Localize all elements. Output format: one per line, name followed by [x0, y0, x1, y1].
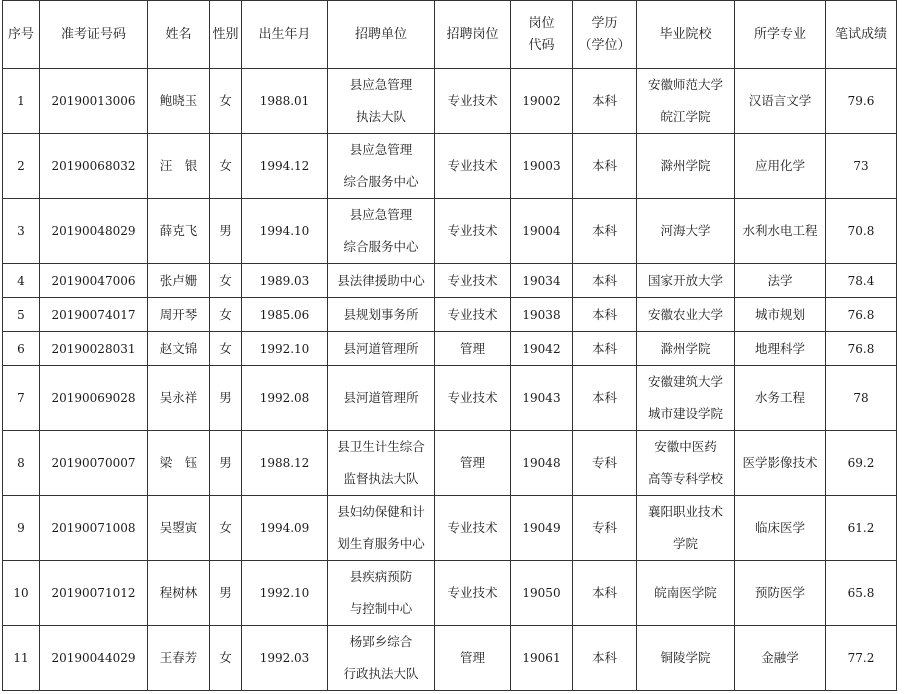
position-cell: 专业技术: [435, 496, 511, 561]
position-code-cell: 19038: [511, 298, 573, 332]
school-cell: [637, 431, 735, 496]
gender-cell: 女: [210, 496, 242, 561]
position-cell: 专业技术: [435, 366, 511, 431]
position-cell: 管理: [435, 431, 511, 496]
header-cell: 姓名: [148, 1, 210, 69]
employer-cell: [328, 332, 435, 366]
table-row: [3, 69, 897, 134]
table-row: [3, 626, 897, 691]
major-cell: 医学影像技术: [735, 431, 826, 496]
birth-cell: 1992.08: [242, 366, 328, 431]
position-cell: 专业技术: [435, 134, 511, 199]
school-cell: [637, 134, 735, 199]
school-cell: [637, 199, 735, 264]
education-cell: 本科: [573, 298, 637, 332]
name-cell: 程树林: [148, 561, 210, 626]
cell-line: 皖南医学院: [654, 585, 717, 600]
cell-line: 安徽建筑大学: [647, 374, 723, 389]
header-cell: 准考证号码: [40, 1, 148, 69]
cell-line: 高等专科学校: [647, 471, 723, 486]
table-row: [3, 134, 897, 199]
header-cell: 所学专业: [735, 1, 826, 69]
cell-line: 襄阳职业技术: [647, 504, 723, 519]
cell-line: 河海大学: [660, 223, 711, 238]
school-cell: [637, 69, 735, 134]
cell-line: 执法大队: [355, 109, 406, 124]
exam-id-cell: 20190069028: [40, 366, 148, 431]
education-cell: 本科: [573, 69, 637, 134]
header-cell: 笔试成绩: [826, 1, 897, 69]
employer-cell: [328, 134, 435, 199]
header-cell: 招聘岗位: [435, 1, 511, 69]
header-cell: 序号: [3, 1, 40, 69]
cell-line: 县妇幼保健和计: [337, 504, 425, 519]
major-cell: 水务工程: [735, 366, 826, 431]
score-cell: 76.8: [826, 298, 897, 332]
name-cell: 周开琴: [148, 298, 210, 332]
table-row: [3, 199, 897, 264]
header-line: （学位）: [578, 37, 631, 53]
birth-cell: 1992.10: [242, 332, 328, 366]
education-cell: 本科: [573, 199, 637, 264]
name-cell: 鲍晓玉: [148, 69, 210, 134]
position-cell: 专业技术: [435, 199, 511, 264]
score-cell: 65.8: [826, 561, 897, 626]
education-cell: 本科: [573, 626, 637, 691]
cell-line: 县河道管理所: [343, 340, 419, 356]
seq-cell: 5: [3, 298, 40, 332]
name-cell: 吴曌寅: [148, 496, 210, 561]
header-cell: 性别: [210, 1, 242, 69]
birth-cell: 1994.10: [242, 199, 328, 264]
major-cell: 城市规划: [735, 298, 826, 332]
employer-cell: [328, 496, 435, 561]
position-cell: 专业技术: [435, 264, 511, 298]
birth-cell: 1988.12: [242, 431, 328, 496]
school-cell: [637, 366, 735, 431]
cell-line: 县疾病预防: [349, 569, 413, 584]
education-cell: 本科: [573, 332, 637, 366]
position-cell: 专业技术: [435, 69, 511, 134]
exam-id-cell: 20190070007: [40, 431, 148, 496]
gender-cell: 女: [210, 626, 242, 691]
name-cell: 张卢姗: [148, 264, 210, 298]
major-cell: 汉语言文学: [735, 69, 826, 134]
position-cell: 管理: [435, 626, 511, 691]
employer-cell: [328, 69, 435, 134]
exam-id-cell: 20190013006: [40, 69, 148, 134]
gender-cell: 女: [210, 298, 242, 332]
seq-cell: 4: [3, 264, 40, 298]
cell-line: 县卫生计生综合: [337, 439, 425, 454]
education-cell: 专科: [573, 496, 637, 561]
position-code-cell: 19002: [511, 69, 573, 134]
position-code-cell: 19061: [511, 626, 573, 691]
major-cell: 水利水电工程: [735, 199, 826, 264]
cell-line: 划生育服务中心: [337, 536, 425, 551]
birth-cell: 1985.06: [242, 298, 328, 332]
cell-line: 县法律援助中心: [337, 272, 425, 288]
position-code-cell: 19004: [511, 199, 573, 264]
table-row: [3, 332, 897, 366]
education-cell: 本科: [573, 366, 637, 431]
score-cell: 61.2: [826, 496, 897, 561]
position-code-cell: 19042: [511, 332, 573, 366]
table-row: [3, 264, 897, 298]
cell-line: 行政执法大队: [343, 666, 419, 681]
name-cell: 梁 钰: [148, 431, 210, 496]
cell-line: 县河道管理所: [343, 390, 419, 405]
score-cell: 77.2: [826, 626, 897, 691]
table-row: [3, 561, 897, 626]
exam-id-cell: 20190048029: [40, 199, 148, 264]
exam-id-cell: 20190074017: [40, 298, 148, 332]
score-cell: 79.6: [826, 69, 897, 134]
score-cell: 73: [826, 134, 897, 199]
seq-cell: 6: [3, 332, 40, 366]
cell-line: 铜陵学院: [660, 650, 711, 665]
cell-line: 滁州学院: [660, 340, 711, 356]
cell-line: 县应急管理: [349, 207, 413, 222]
employer-cell: [328, 431, 435, 496]
education-cell: 专科: [573, 431, 637, 496]
gender-cell: 女: [210, 134, 242, 199]
table-row: [3, 298, 897, 332]
education-cell: 本科: [573, 561, 637, 626]
exam-id-cell: 20190068032: [40, 134, 148, 199]
header-line: 学历: [591, 15, 618, 31]
position-cell: 专业技术: [435, 561, 511, 626]
score-cell: 78.4: [826, 264, 897, 298]
seq-cell: 11: [3, 626, 40, 691]
school-cell: [637, 298, 735, 332]
exam-id-cell: 20190071008: [40, 496, 148, 561]
gender-cell: 男: [210, 366, 242, 431]
birth-cell: 1992.03: [242, 626, 328, 691]
position-cell: 专业技术: [435, 298, 511, 332]
seq-cell: 7: [3, 366, 40, 431]
employer-cell: [328, 199, 435, 264]
major-cell: 法学: [735, 264, 826, 298]
education-cell: 本科: [573, 134, 637, 199]
header-row: [3, 1, 897, 69]
cell-line: 县应急管理: [349, 77, 413, 92]
cell-line: 综合服务中心: [343, 174, 419, 189]
name-cell: 赵文锦: [148, 332, 210, 366]
results-table: [2, 0, 897, 691]
employer-cell: [328, 561, 435, 626]
employer-cell: [328, 626, 435, 691]
cell-line: 皖江学院: [660, 109, 711, 124]
cell-line: 县应急管理: [349, 142, 413, 157]
name-cell: 薛克飞: [148, 199, 210, 264]
header-line: 岗位: [528, 15, 555, 31]
position-code-cell: 19049: [511, 496, 573, 561]
exam-id-cell: 20190071012: [40, 561, 148, 626]
birth-cell: 1992.10: [242, 561, 328, 626]
major-cell: 预防医学: [735, 561, 826, 626]
position-cell: 管理: [435, 332, 511, 366]
header-cell: 招聘单位: [328, 1, 435, 69]
position-code-cell: 19034: [511, 264, 573, 298]
name-cell: 吴永祥: [148, 366, 210, 431]
major-cell: 地理科学: [735, 332, 826, 366]
gender-cell: 男: [210, 199, 242, 264]
school-cell: [637, 264, 735, 298]
school-cell: [637, 496, 735, 561]
score-cell: 76.8: [826, 332, 897, 366]
gender-cell: 男: [210, 561, 242, 626]
birth-cell: 1994.12: [242, 134, 328, 199]
major-cell: 临床医学: [735, 496, 826, 561]
seq-cell: 3: [3, 199, 40, 264]
position-code-cell: 19050: [511, 561, 573, 626]
cell-line: 杨郢乡综合: [349, 634, 413, 649]
gender-cell: 男: [210, 431, 242, 496]
gender-cell: 女: [210, 69, 242, 134]
cell-line: 县规划事务所: [343, 306, 419, 322]
employer-cell: [328, 298, 435, 332]
table-row: [3, 366, 897, 431]
major-cell: 金融学: [735, 626, 826, 691]
cell-line: 城市建设学院: [647, 406, 723, 421]
cell-line: 国家开放大学: [647, 272, 723, 288]
school-cell: [637, 626, 735, 691]
score-cell: 69.2: [826, 431, 897, 496]
cell-line: 安徽师范大学: [647, 77, 723, 92]
birth-cell: 1989.03: [242, 264, 328, 298]
header-cell: [511, 1, 573, 69]
cell-line: 安徽农业大学: [647, 306, 723, 322]
header-cell: 毕业院校: [637, 1, 735, 69]
employer-cell: [328, 366, 435, 431]
header-cell: 出生年月: [242, 1, 328, 69]
seq-cell: 10: [3, 561, 40, 626]
header-cell: [573, 1, 637, 69]
score-cell: 70.8: [826, 199, 897, 264]
table-row: [3, 431, 897, 496]
exam-id-cell: 20190044029: [40, 626, 148, 691]
header-line: 代码: [528, 37, 555, 53]
cell-line: 滁州学院: [660, 158, 711, 173]
education-cell: 本科: [573, 264, 637, 298]
gender-cell: 女: [210, 264, 242, 298]
score-cell: 78: [826, 366, 897, 431]
birth-cell: 1994.09: [242, 496, 328, 561]
cell-line: 安徽中医药: [654, 439, 717, 454]
school-cell: [637, 332, 735, 366]
seq-cell: 1: [3, 69, 40, 134]
cell-line: 学院: [672, 536, 698, 551]
position-code-cell: 19048: [511, 431, 573, 496]
seq-cell: 2: [3, 134, 40, 199]
position-code-cell: 19043: [511, 366, 573, 431]
exam-id-cell: 20190047006: [40, 264, 148, 298]
birth-cell: 1988.01: [242, 69, 328, 134]
position-code-cell: 19003: [511, 134, 573, 199]
exam-id-cell: 20190028031: [40, 332, 148, 366]
employer-cell: [328, 264, 435, 298]
gender-cell: 女: [210, 332, 242, 366]
table-row: [3, 496, 897, 561]
cell-line: 与控制中心: [349, 601, 413, 616]
name-cell: 王春芳: [148, 626, 210, 691]
major-cell: 应用化学: [735, 134, 826, 199]
seq-cell: 8: [3, 431, 40, 496]
cell-line: 综合服务中心: [343, 239, 419, 254]
name-cell: 汪 银: [148, 134, 210, 199]
seq-cell: 9: [3, 496, 40, 561]
school-cell: [637, 561, 735, 626]
cell-line: 监督执法大队: [343, 471, 419, 486]
